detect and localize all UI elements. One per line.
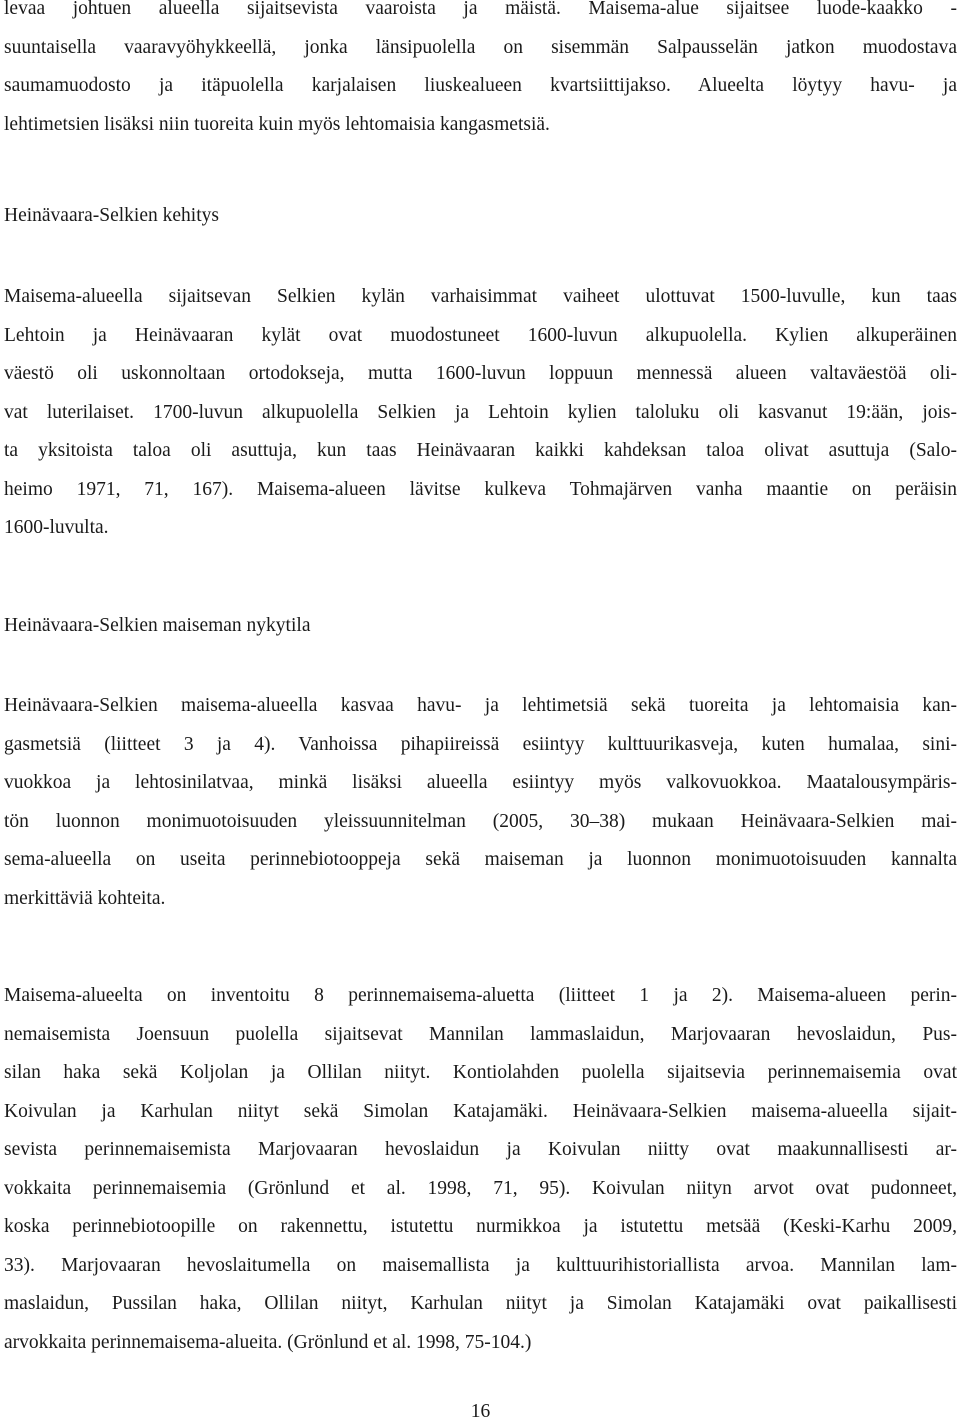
paragraph xyxy=(4,278,957,548)
text-line: gasmetsiä (liitteet 3 ja 4). Vanhoissa pihapiireissä esiintyy kulttuurikasveja, kuten humalaa, sini- xyxy=(4,733,957,755)
text-line: koska perinnebiotoopille on rakennettu, istutettu nurmikkoa ja istutettu metsää (Keski-Karhu 2009, xyxy=(4,1216,957,1237)
text-line: vuokkoa ja lehtosinilatvaa, minkä lisäksi alueella esiintyy myös valkovuokkoa. Maatalousympäris- xyxy=(4,772,957,793)
text-line: Lehtoin ja Heinävaaran kylät ovat muodostuneet 1600-luvun alkupuolella. Kylien alkuperäinen xyxy=(4,324,957,346)
text-line: maslaidun, Pussilan haka, Ollilan niityt, Karhulan niityt ja Simolan Katajamäki ovat paikallisesti xyxy=(4,1293,957,1314)
text-line: ta yksitoista taloa oli asuttuja, kun taas Heinävaaran kaikki kahdeksan taloa olivat asuttuja (Salo- xyxy=(4,440,957,461)
text-line: lehtimetsien lisäksi niin tuoreita kuin myös lehtomaisia kangasmetsiä. xyxy=(4,113,550,135)
text-line: suuntaisella vaaravyöhykkeellä, jonka länsipuolella on sisemmän Salpausselän jatkon muodostava xyxy=(4,36,957,58)
text-line: heimo 1971, 71, 167). Maisema-alueen lävitse kulkeva Tohmajärven vanha maantie on peräisin xyxy=(4,478,957,500)
text-line: Koivulan ja Karhulan niityt sekä Simolan Katajamäki. Heinävaara-Selkien maisema-alueella sijait- xyxy=(4,1100,957,1122)
text-line: Maisema-alueella sijaitsevan Selkien kylän varhaisimmat vaiheet ulottuvat 1500-luvulle, kun taas xyxy=(4,286,957,307)
paragraph xyxy=(4,977,957,1362)
text-line: vat luterilaiset. 1700-luvun alkupuolella Selkien ja Lehtoin kylien taloluku oli kasvanut 19:ään, jois- xyxy=(4,401,957,423)
heading-text: Heinävaara-Selkien maiseman nykytila xyxy=(4,615,311,636)
text-line: Heinävaara-Selkien maisema-alueella kasvaa havu- ja lehtimetsiä sekä tuoreita ja lehtomaisia kan- xyxy=(4,695,957,716)
text-line: Maisema-alueelta on inventoitu 8 perinnemaisema-aluetta (liitteet 1 ja 2). Maisema-alueen perin- xyxy=(4,985,957,1006)
section-heading xyxy=(4,197,957,236)
text-line: väestö oli uskonnoltaan ortodokseja, mutta 1600-luvun loppuun mennessä alueen valtaväestöä oli- xyxy=(4,363,957,384)
text-line: vokkaita perinnemaisemia (Grönlund et al. 1998, 71, 95). Koivulan niityn arvot ovat pudonneet, xyxy=(4,1177,957,1199)
text-line: tön luonnon monimuotoisuuden yleissuunnitelman (2005, 30–38) mukaan Heinävaara-Selkien mai- xyxy=(4,810,957,832)
text-line: sevista perinnemaisemista Marjovaaran hevoslaidun ja Koivulan niitty ovat maakunnallisesti ar- xyxy=(4,1139,957,1160)
text-line: 1600-luvulta. xyxy=(4,517,109,538)
text-line: levaa johtuen alueella sijaitsevista vaaroista ja mäistä. Maisema-alue sijaitsee luode-kaakko - xyxy=(4,0,957,19)
text-line: merkittäviä kohteita. xyxy=(4,887,166,909)
paragraph xyxy=(4,687,957,918)
text-line: nemaisemista Joensuun puolella sijaitsevat Mannilan lammaslaidun, Marjovaaran hevoslaidun, Pus- xyxy=(4,1023,957,1045)
section-heading xyxy=(4,607,957,646)
page-number: 16 xyxy=(470,1401,491,1422)
paragraph xyxy=(4,0,957,144)
text-line: 33). Marjovaaran hevoslaitumella on maisemallista ja kulttuurihistoriallista arvoa. Mannilan lam- xyxy=(4,1254,957,1276)
heading-text: Heinävaara-Selkien kehitys xyxy=(4,205,219,226)
text-line: arvokkaita perinnemaisema-alueita. (Grönlund et al. 1998, 75-104.) xyxy=(4,1331,532,1353)
text-line: silan haka sekä Koljolan ja Ollilan niityt. Kontiolahden puolella sijaitsevia perinnemaisemia ovat xyxy=(4,1062,957,1083)
text-line: sema-alueella on useita perinnebiotooppeja sekä maiseman ja luonnon monimuotoisuuden kannalta xyxy=(4,849,957,870)
text-line: saumamuodosto ja itäpuolella karjalaisen liuskealueen kvartsiittijakso. Alueelta löytyy havu- ja xyxy=(4,75,957,96)
